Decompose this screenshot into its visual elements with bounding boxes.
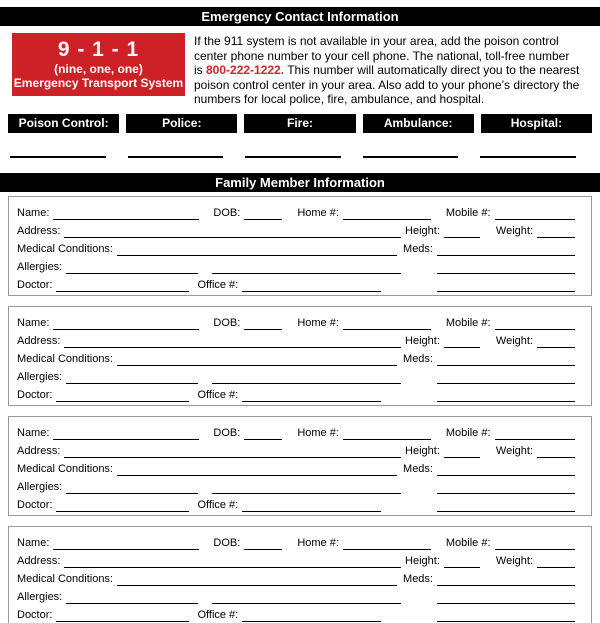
address-row [17,550,575,568]
dob-blank-line[interactable] [244,318,282,330]
weight-label: Weight: [495,444,533,457]
fire-blank-line[interactable] [245,156,341,158]
name-blank-line[interactable] [53,318,199,330]
medical-conditions-label: Medical Conditions: [17,352,113,365]
height-label: Height: [405,224,440,237]
weight-blank-line[interactable] [537,336,575,348]
name-blank-line[interactable] [53,428,199,440]
meds-continuation-blank-line-2[interactable] [437,390,575,402]
address-row [17,440,575,458]
name-label: Name: [17,536,50,549]
dob-label: DOB: [213,206,241,219]
office-phone-label: Office #: [197,608,239,621]
office-phone-blank-line[interactable] [242,390,381,402]
family-member-block [8,526,592,623]
medical-conditions-label: Medical Conditions: [17,572,113,585]
home-phone-label: Home #: [297,426,339,439]
meds-label: Meds: [403,352,433,365]
allergies-continuation-blank-line[interactable] [212,372,401,384]
911-subtitle: Emergency Transport System [13,76,184,90]
address-blank-line[interactable] [64,446,401,458]
instructions-text [194,33,579,107]
meds-continuation-blank-line[interactable] [437,592,575,604]
instructions-line-pre: is [194,63,206,78]
instructions-line: numbers for local police, fire, ambulance, and hospital. [194,92,485,107]
meds-label: Meds: [403,462,433,475]
meds-continuation-blank-line-2[interactable] [437,500,575,512]
office-phone-label: Office #: [197,278,239,291]
allergies-label: Allergies: [17,480,63,493]
address-row [17,330,575,348]
address-label: Address: [17,334,61,347]
home-phone-blank-line[interactable] [343,538,431,550]
dob-blank-line[interactable] [244,208,282,220]
dob-label: DOB: [213,536,241,549]
address-label: Address: [17,554,61,567]
meds-continuation-blank-line[interactable] [437,482,575,494]
height-label: Height: [405,444,440,457]
family-member-list [0,196,600,623]
meds-label: Meds: [403,572,433,585]
allergies-row [17,476,575,494]
doctor-blank-line[interactable] [56,610,189,622]
name-label: Name: [17,206,50,219]
contact-label-fire: Fire: [244,114,355,133]
name-row [17,202,575,220]
allergies-row [17,256,575,274]
emergency-contact-header: Emergency Contact Information [0,7,600,26]
doctor-blank-line[interactable] [56,280,189,292]
medical-conditions-blank-line[interactable] [117,574,397,586]
instructions-line [194,63,579,78]
weight-label: Weight: [495,554,533,567]
doctor-label: Doctor: [17,498,53,511]
height-label: Height: [405,334,440,347]
allergies-label: Allergies: [17,370,63,383]
allergies-continuation-blank-line[interactable] [212,262,401,274]
allergies-continuation-blank-line[interactable] [212,592,401,604]
poison-control-phone: 800-222-1222. [206,63,285,78]
dob-blank-line[interactable] [244,538,282,550]
doctor-row [17,604,575,622]
name-blank-line[interactable] [53,208,199,220]
medical-conditions-blank-line[interactable] [117,464,397,476]
dob-label: DOB: [213,316,241,329]
medical-conditions-label: Medical Conditions: [17,462,113,475]
contact-label-police: Police: [126,114,237,133]
home-phone-blank-line[interactable] [343,428,431,440]
allergies-blank-line[interactable] [66,262,198,274]
mobile-phone-label: Mobile #: [445,536,491,549]
weight-label: Weight: [495,224,533,237]
home-phone-blank-line[interactable] [343,318,431,330]
mobile-phone-blank-line[interactable] [495,428,575,440]
intro-section [12,33,590,107]
allergies-blank-line[interactable] [66,592,198,604]
family-member-header: Family Member Information [0,173,600,192]
ambulance-blank-line[interactable] [363,156,459,158]
911-phonetic: (nine, one, one) [54,62,143,76]
office-phone-blank-line[interactable] [242,500,381,512]
home-phone-label: Home #: [297,536,339,549]
instructions-line: poison control center in your area. Also add to your phone’s directory the [194,77,580,92]
family-member-block [8,306,592,406]
name-blank-line[interactable] [53,538,199,550]
home-phone-label: Home #: [297,206,339,219]
office-phone-label: Office #: [197,498,239,511]
address-blank-line[interactable] [64,336,401,348]
dob-label: DOB: [213,426,241,439]
doctor-blank-line[interactable] [56,500,189,512]
weight-blank-line[interactable] [537,446,575,458]
mobile-phone-blank-line[interactable] [495,318,575,330]
weight-blank-line[interactable] [537,556,575,568]
name-label: Name: [17,316,50,329]
meds-blank-line[interactable] [437,574,575,586]
medical-conditions-label: Medical Conditions: [17,242,113,255]
medical-conditions-row [17,458,575,476]
doctor-row [17,274,575,292]
allergies-row [17,366,575,384]
allergies-continuation-blank-line[interactable] [212,482,401,494]
height-blank-line[interactable] [444,556,480,568]
mobile-phone-blank-line[interactable] [495,208,575,220]
name-label: Name: [17,426,50,439]
height-blank-line[interactable] [444,336,480,348]
doctor-label: Doctor: [17,388,53,401]
address-blank-line[interactable] [64,226,401,238]
911-number: 9 - 1 - 1 [57,38,140,61]
contact-label-hospital: Hospital: [481,114,592,133]
height-label: Height: [405,554,440,567]
911-badge [12,33,185,96]
office-phone-label: Office #: [197,388,239,401]
instructions-line: center phone number to your cell phone. The national, toll-free number [194,48,570,63]
police-blank-line[interactable] [128,156,224,158]
allergies-label: Allergies: [17,260,63,273]
family-member-block [8,196,592,296]
weight-blank-line[interactable] [537,226,575,238]
contact-label-ambulance: Ambulance: [363,114,474,133]
mobile-phone-label: Mobile #: [445,316,491,329]
instructions-line: If the 911 system is not available in your area, add the poison control [194,34,559,48]
allergies-blank-line[interactable] [66,372,198,384]
medical-conditions-row [17,568,575,586]
home-phone-label: Home #: [297,316,339,329]
contact-blank-lines-row [10,156,576,158]
meds-continuation-blank-line-2[interactable] [437,610,575,622]
contact-label-poison-control: Poison Control: [8,114,119,133]
office-phone-blank-line[interactable] [242,280,381,292]
allergies-row [17,586,575,604]
height-blank-line[interactable] [444,226,480,238]
name-row [17,422,575,440]
address-label: Address: [17,224,61,237]
doctor-label: Doctor: [17,608,53,621]
meds-blank-line[interactable] [437,354,575,366]
meds-label: Meds: [403,242,433,255]
medical-conditions-row [17,348,575,366]
family-member-block [8,416,592,516]
meds-blank-line[interactable] [437,244,575,256]
address-row [17,220,575,238]
poison-control-blank-line[interactable] [10,156,106,158]
medical-conditions-blank-line[interactable] [117,354,397,366]
meds-continuation-blank-line-2[interactable] [437,280,575,292]
address-label: Address: [17,444,61,457]
home-phone-blank-line[interactable] [343,208,431,220]
allergies-blank-line[interactable] [66,482,198,494]
doctor-row [17,384,575,402]
meds-continuation-blank-line[interactable] [437,262,575,274]
instructions-line-post: This number will automatically direct you to the nearest [284,63,580,78]
name-row [17,312,575,330]
meds-blank-line[interactable] [437,464,575,476]
hospital-blank-line[interactable] [480,156,576,158]
mobile-phone-blank-line[interactable] [495,538,575,550]
height-blank-line[interactable] [444,446,480,458]
contact-labels-row [8,114,592,133]
doctor-label: Doctor: [17,278,53,291]
medical-conditions-row [17,238,575,256]
address-blank-line[interactable] [64,556,401,568]
office-phone-blank-line[interactable] [242,610,381,622]
weight-label: Weight: [495,334,533,347]
allergies-label: Allergies: [17,590,63,603]
doctor-blank-line[interactable] [56,390,189,402]
meds-continuation-blank-line[interactable] [437,372,575,384]
mobile-phone-label: Mobile #: [445,206,491,219]
dob-blank-line[interactable] [244,428,282,440]
doctor-row [17,494,575,512]
name-row [17,532,575,550]
mobile-phone-label: Mobile #: [445,426,491,439]
medical-conditions-blank-line[interactable] [117,244,397,256]
